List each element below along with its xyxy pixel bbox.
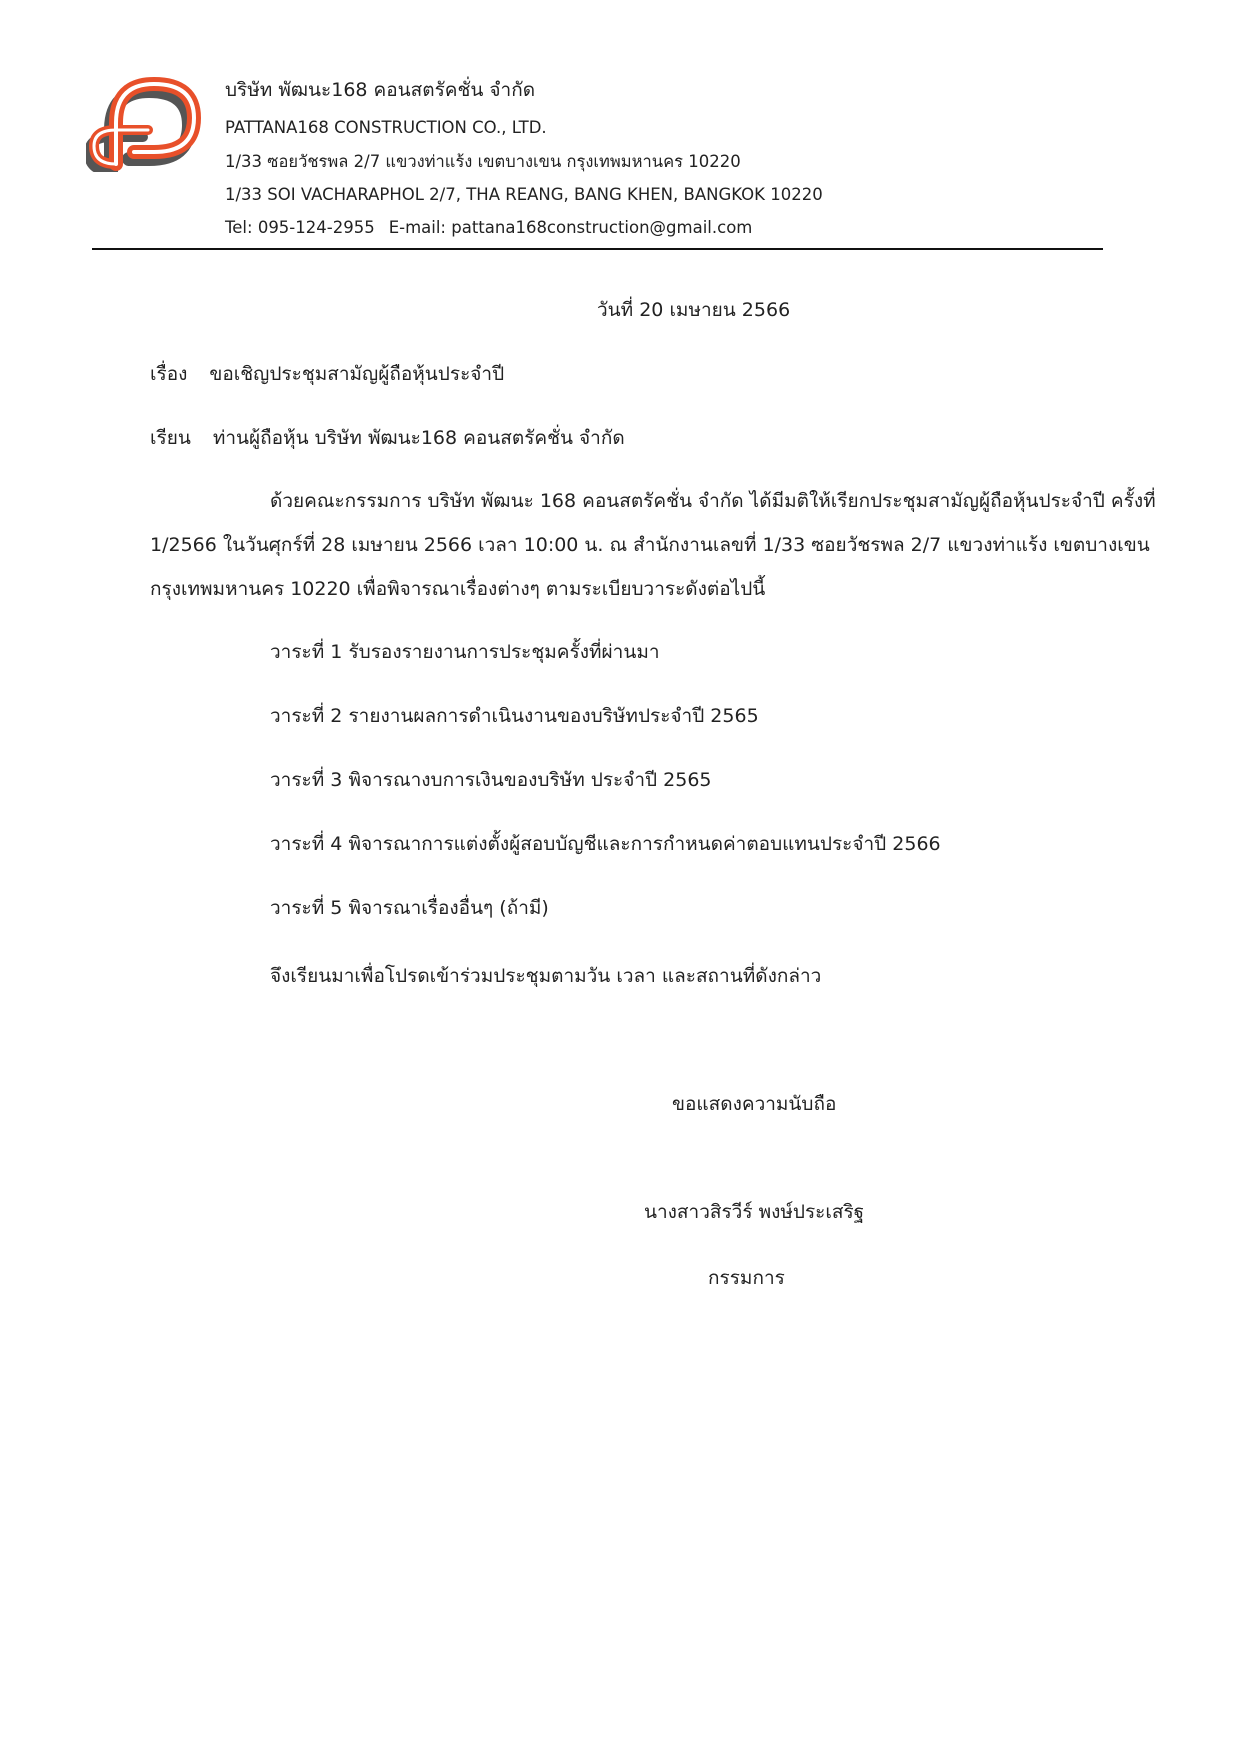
subject-label: เรื่อง — [150, 363, 188, 385]
subject-line — [150, 362, 504, 386]
signer-name: นางสาวสิรวีร์ พงษ์ประเสริฐ — [644, 1201, 865, 1223]
contact-line — [225, 218, 752, 238]
address-thai: 1/33 ซอยวัชรพล 2/7 แขวงท่าแร้ง เขตบางเขน กรุงเทพมหานคร 10220 — [225, 152, 741, 171]
company-name-english: PATTANA168 CONSTRUCTION CO., LTD. — [225, 118, 547, 137]
company-name-thai: บริษัท พัฒนะ168 คอนสตรัคชั่น จำกัด — [225, 79, 536, 101]
pattana-p-logo-icon — [86, 68, 204, 172]
body-line: ด้วยคณะกรรมการ บริษัท พัฒนะ 168 คอนสตรัคชั่น จำกัด ได้มีมติให้เรียกประชุมสามัญผู้ถือหุ้นประจำปี ครั้งที่ — [270, 490, 1156, 512]
signer-position: กรรมการ — [708, 1267, 785, 1289]
telephone: Tel: 095-124-2955 — [225, 218, 375, 237]
regards: ขอแสดงความนับถือ — [672, 1093, 837, 1115]
agenda-item: วาระที่ 5 พิจารณาเรื่องอื่นๆ (ถ้ามี) — [270, 897, 549, 919]
subject-text: ขอเชิญประชุมสามัญผู้ถือหุ้นประจำปี — [209, 363, 505, 385]
recipient: ท่านผู้ถือหุ้น บริษัท พัฒนะ168 คอนสตรัคชั่น จำกัด — [212, 427, 625, 449]
address-english: 1/33 SOI VACHARAPHOL 2/7, THA REANG, BANG KHEN, BANGKOK 10220 — [225, 185, 823, 204]
body-paragraph — [150, 486, 1156, 618]
agenda-item: วาระที่ 1 รับรองรายงานการประชุมครั้งที่ผ่านมา — [270, 641, 660, 663]
email-address[interactable]: E-mail: pattana168construction@gmail.com — [388, 218, 753, 237]
agenda-item: วาระที่ 2 รายงานผลการดำเนินงานของบริษัทประจำปี 2565 — [270, 705, 759, 727]
body-line: 1/2566 ในวันศุกร์ที่ 28 เมษายน 2566 เวลา 10:00 น. ณ สำนักงานเลขที่ 1/33 ซอยวัชรพล 2/7 แขวงท่าแร้ง เขตบางเขน — [150, 534, 1150, 556]
body-line: กรุงเทพมหานคร 10220 เพื่อพิจารณาเรื่องต่างๆ ตามระเบียบวาระดังต่อไปนี้ — [150, 578, 766, 600]
letter-date: วันที่ 20 เมษายน 2566 — [597, 299, 791, 321]
agenda-item: วาระที่ 3 พิจารณางบการเงินของบริษัท ประจำปี 2565 — [270, 769, 712, 791]
header-divider — [92, 248, 1103, 250]
agenda-item: วาระที่ 4 พิจารณาการแต่งตั้งผู้สอบบัญชีและการกำหนดค่าตอบแทนประจำปี 2566 — [270, 833, 941, 855]
salutation-line — [150, 426, 625, 450]
closing-line: จึงเรียนมาเพื่อโปรดเข้าร่วมประชุมตามวัน เวลา และสถานที่ดังกล่าว — [270, 965, 822, 987]
salutation-label: เรียน — [150, 427, 191, 449]
